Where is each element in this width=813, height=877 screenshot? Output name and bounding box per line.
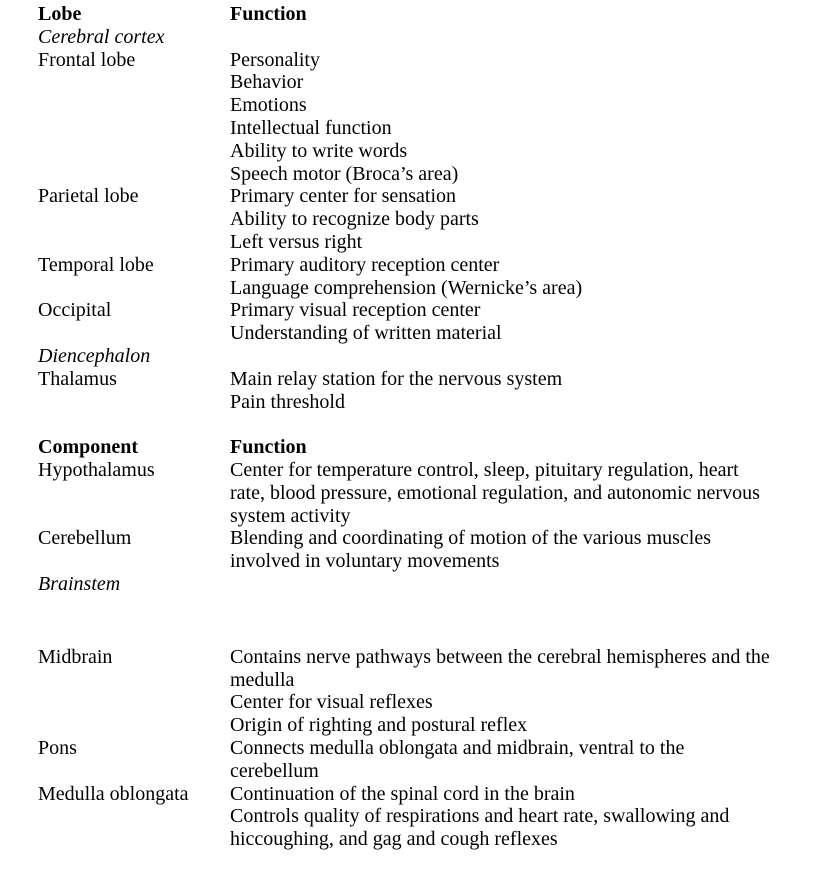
lobe-function-table	[38, 3, 783, 413]
function-line: Speech motor (Broca’s area)	[230, 162, 459, 185]
function-line: Left versus right	[230, 230, 363, 253]
row-function	[230, 185, 775, 253]
function-line: system activity	[230, 504, 351, 527]
row-label: Pons	[38, 736, 77, 759]
function-line: Emotions	[230, 94, 307, 117]
table-row	[38, 573, 783, 596]
function-line: Intellectual function	[230, 116, 392, 139]
function-line: Origin of righting and postural reflex	[230, 714, 528, 737]
table-row	[38, 368, 783, 414]
table-header-row	[38, 3, 783, 26]
row-label: Cerebral cortex	[38, 25, 165, 48]
table-row	[38, 737, 783, 783]
table-row	[38, 26, 783, 49]
column-header-function-label: Function	[230, 3, 307, 25]
function-line: Center for visual reflexes	[230, 691, 433, 714]
function-line: Behavior	[230, 71, 304, 94]
function-line: Continuation of the spinal cord in the brain	[230, 782, 575, 805]
function-line: Ability to write words	[230, 139, 408, 162]
row-label: Brainstem	[38, 572, 121, 595]
function-line: Understanding of written material	[230, 322, 502, 345]
row-function	[230, 783, 775, 851]
row-function	[230, 737, 775, 783]
function-line: rate, blood pressure, emotional regulation, and autonomic nervous	[230, 481, 760, 504]
function-line: Center for temperature control, sleep, pituitary regulation, heart	[230, 458, 739, 481]
row-label: Frontal lobe	[38, 48, 136, 71]
row-label: Occipital	[38, 299, 112, 322]
function-line: Language comprehension (Wernicke’s area)	[230, 276, 583, 299]
row-label: Hypothalamus	[38, 458, 155, 481]
function-line: Blending and coordinating of motion of the various muscles	[230, 527, 712, 550]
row-label: Thalamus	[38, 367, 117, 390]
column-header-component: Component	[38, 436, 139, 459]
row-label: Diencephalon	[38, 344, 151, 367]
row-function	[230, 49, 775, 186]
table-row	[38, 254, 783, 300]
row-function	[230, 459, 775, 527]
table-header-row	[38, 436, 783, 459]
function-line: involved in voluntary movements	[230, 550, 500, 573]
table-row	[38, 783, 783, 851]
table-row	[38, 49, 783, 186]
row-function	[230, 646, 775, 737]
row-label: Medulla oblongata	[38, 782, 189, 805]
row-label: Midbrain	[38, 645, 113, 668]
table-row	[38, 459, 783, 527]
row-function	[230, 299, 775, 345]
function-line: medulla	[230, 668, 295, 691]
row-label: Cerebellum	[38, 527, 132, 550]
function-line: Pain threshold	[230, 390, 345, 413]
function-line: Ability to recognize body parts	[230, 208, 479, 231]
column-header-function	[230, 3, 775, 26]
function-line: Primary center for sensation	[230, 185, 457, 208]
table-row	[38, 345, 783, 368]
column-header-function-label: Function	[230, 436, 307, 459]
table-row	[38, 646, 783, 737]
function-line: Main relay station for the nervous system	[230, 367, 563, 390]
function-line: Controls quality of respirations and heart rate, swallowing and	[230, 805, 730, 828]
row-function	[230, 254, 775, 300]
function-line: Connects medulla oblongata and midbrain, ventral to the	[230, 736, 685, 759]
function-line: Primary auditory reception center	[230, 253, 500, 276]
function-line: Primary visual reception center	[230, 299, 481, 322]
row-function	[230, 368, 775, 414]
table-row	[38, 527, 783, 573]
row-label: Parietal lobe	[38, 185, 139, 208]
function-line: hiccoughing, and gag and cough reflexes	[230, 828, 558, 851]
component-function-table	[38, 436, 783, 851]
row-function	[230, 527, 775, 573]
row-label: Temporal lobe	[38, 253, 154, 276]
function-line: Contains nerve pathways between the cerebral hemispheres and the	[230, 645, 770, 668]
function-line: cerebellum	[230, 759, 319, 782]
function-line: Personality	[230, 48, 320, 71]
column-header-lobe: Lobe	[38, 3, 82, 25]
table-row	[38, 299, 783, 345]
column-header-function	[230, 436, 775, 459]
table-row	[38, 185, 783, 253]
